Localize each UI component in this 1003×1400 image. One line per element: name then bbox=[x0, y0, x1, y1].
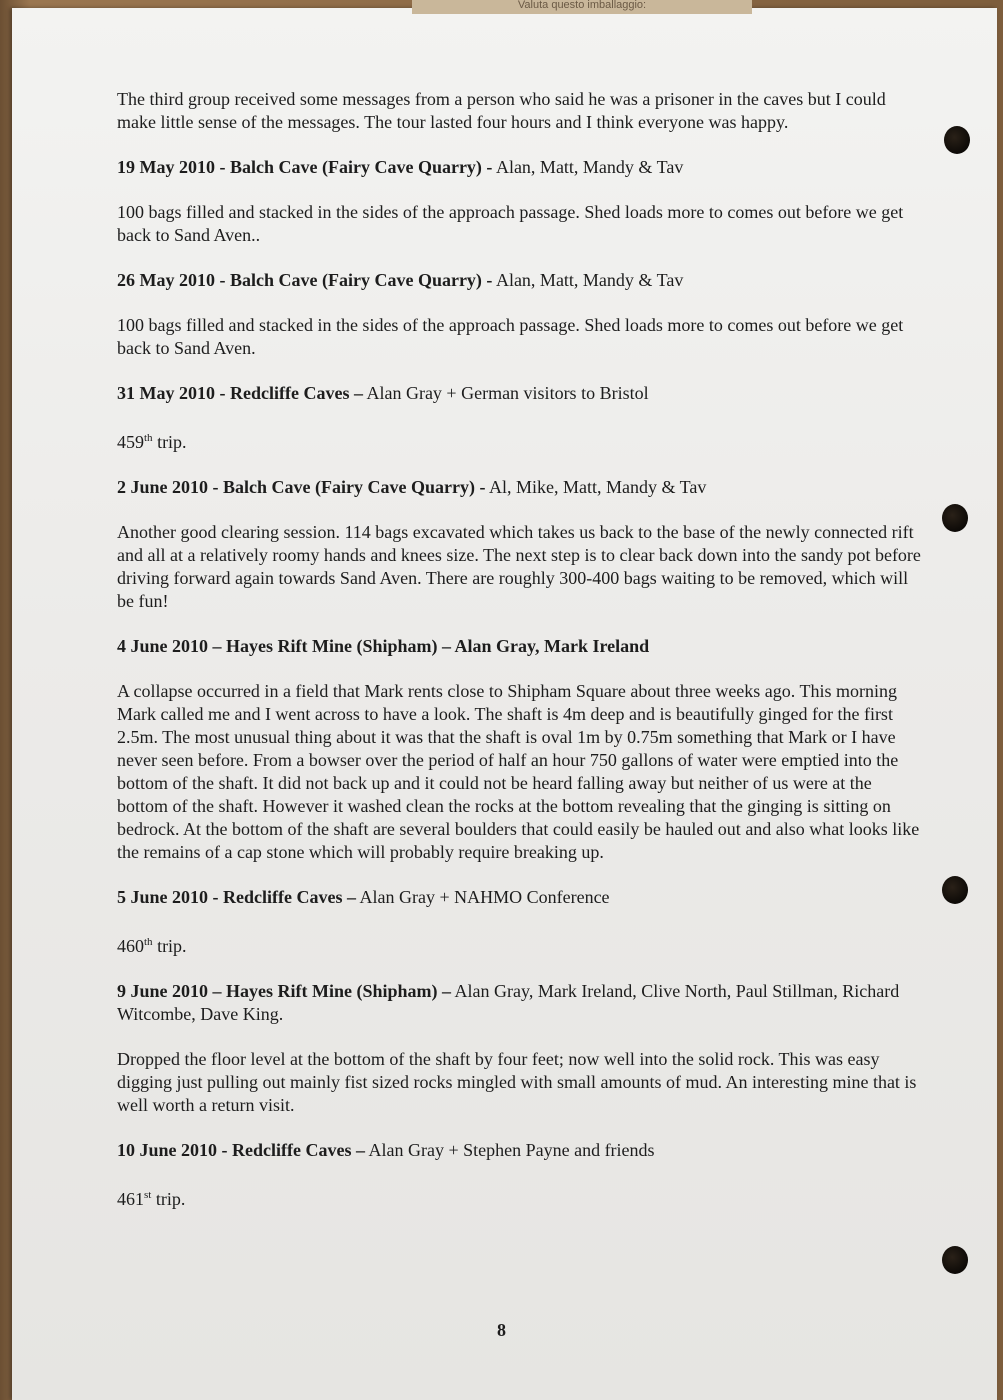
entry-people: Alan Gray, Mark Ireland, Clive North, Paul Stillman, Richard Witcombe, Dave King. bbox=[117, 981, 900, 1024]
entry-heading bbox=[117, 980, 922, 1026]
document-body bbox=[117, 88, 922, 1233]
entry-body: A collapse occurred in a field that Mark rents close to Shipham Square about three weeks ago. This morning Mark called me and I went across to have a look. The shaft is 4m deep and is beautifully ginged for the first 2.5m. The most unusual thing about it was that the shaft is oval 1m by 0.75m something that Mark or I have never seen before. From a bowser over the period of half an hour 750 gallons of water were emptied into the bottom of the shaft. It did not back up and it could not be heard falling away but neither of us were at the bottom of the shaft. However it washed clean the rocks at the bottom revealing that the ginging is sitting on bedrock. At the bottom of the shaft are several boulders that could easily be hauled out and also what looks like the remains of a cap stone which will probably require breaking up. bbox=[117, 681, 920, 862]
trip-number: 460 bbox=[117, 936, 144, 956]
entry-people: Alan, Matt, Mandy & Tav bbox=[492, 270, 684, 290]
trip-word: trip. bbox=[151, 1189, 186, 1209]
entry-heading bbox=[117, 635, 922, 658]
entry-heading bbox=[117, 1139, 922, 1162]
trip-number: 461 bbox=[117, 1189, 144, 1209]
entry-people: Al, Mike, Matt, Mandy & Tav bbox=[485, 477, 707, 497]
trip-word: trip. bbox=[152, 936, 187, 956]
punch-hole bbox=[942, 504, 968, 532]
intro-paragraph: The third group received some messages from a person who said he was a prisoner in the caves but I could make little sense of the messages. The tour lasted four hours and I think everyone was happy. bbox=[117, 89, 886, 132]
entry-people: Alan Gray + German visitors to Bristol bbox=[362, 383, 649, 403]
entry-people: Alan, Matt, Mandy & Tav bbox=[492, 157, 684, 177]
trip-number: 459 bbox=[117, 432, 144, 452]
entry-body: 100 bags filled and stacked in the sides of the approach passage. Shed loads more to comes out before we get back to Sand Aven.. bbox=[117, 202, 904, 245]
entry-title: 5 June 2010 - Redcliffe Caves – bbox=[117, 887, 356, 907]
trip-count bbox=[117, 427, 922, 454]
entry-title: 19 May 2010 - Balch Cave (Fairy Cave Quarry) - bbox=[117, 157, 493, 177]
punch-hole bbox=[942, 876, 968, 904]
entry-title: 2 June 2010 - Balch Cave (Fairy Cave Quarry) - bbox=[117, 477, 486, 497]
trip-suffix: st bbox=[144, 1189, 152, 1201]
punch-hole bbox=[944, 126, 970, 154]
packaging-strip: Valuta questo imballaggio: bbox=[412, 0, 752, 14]
entry-title: 10 June 2010 - Redcliffe Caves – bbox=[117, 1140, 365, 1160]
entry-body: 100 bags filled and stacked in the sides of the approach passage. Shed loads more to comes out before we get back to Sand Aven. bbox=[117, 315, 904, 358]
entry-heading bbox=[117, 886, 922, 909]
punch-hole bbox=[942, 1246, 968, 1274]
paper-sheet bbox=[12, 0, 997, 1400]
entry-body: Dropped the floor level at the bottom of the shaft by four feet; now well into the solid rock. This was easy digging just pulling out mainly fist sized rocks mingled with small amounts of mud. An interesting mine that is well worth a return visit. bbox=[117, 1049, 917, 1115]
trip-suffix: th bbox=[144, 936, 153, 948]
entry-heading bbox=[117, 156, 922, 179]
entry-title: 26 May 2010 - Balch Cave (Fairy Cave Quarry) - bbox=[117, 270, 493, 290]
entry-heading bbox=[117, 476, 922, 499]
trip-word: trip. bbox=[152, 432, 187, 452]
entry-body: Another good clearing session. 114 bags excavated which takes us back to the base of the newly connected rift and all at a relatively roomy hands and knees size. The next step is to clear back down into the sandy pot before driving forward again towards Sand Aven. There are roughly 300-400 bags waiting to be removed, which will be fun! bbox=[117, 522, 921, 611]
entry-people: Alan Gray + Stephen Payne and friends bbox=[364, 1140, 655, 1160]
page-number: 8 bbox=[497, 1320, 506, 1340]
entry-title: 31 May 2010 - Redcliffe Caves – bbox=[117, 383, 363, 403]
entry-title: 9 June 2010 – Hayes Rift Mine (Shipham) – bbox=[117, 981, 452, 1001]
entry-heading bbox=[117, 269, 922, 292]
trip-suffix: th bbox=[144, 432, 153, 444]
entry-heading bbox=[117, 382, 922, 405]
trip-count bbox=[117, 1184, 922, 1211]
entry-people: Alan Gray + NAHMO Conference bbox=[355, 887, 610, 907]
trip-count bbox=[117, 931, 922, 958]
entry-title: 4 June 2010 – Hayes Rift Mine (Shipham) – Alan Gray, Mark Ireland bbox=[117, 636, 650, 656]
